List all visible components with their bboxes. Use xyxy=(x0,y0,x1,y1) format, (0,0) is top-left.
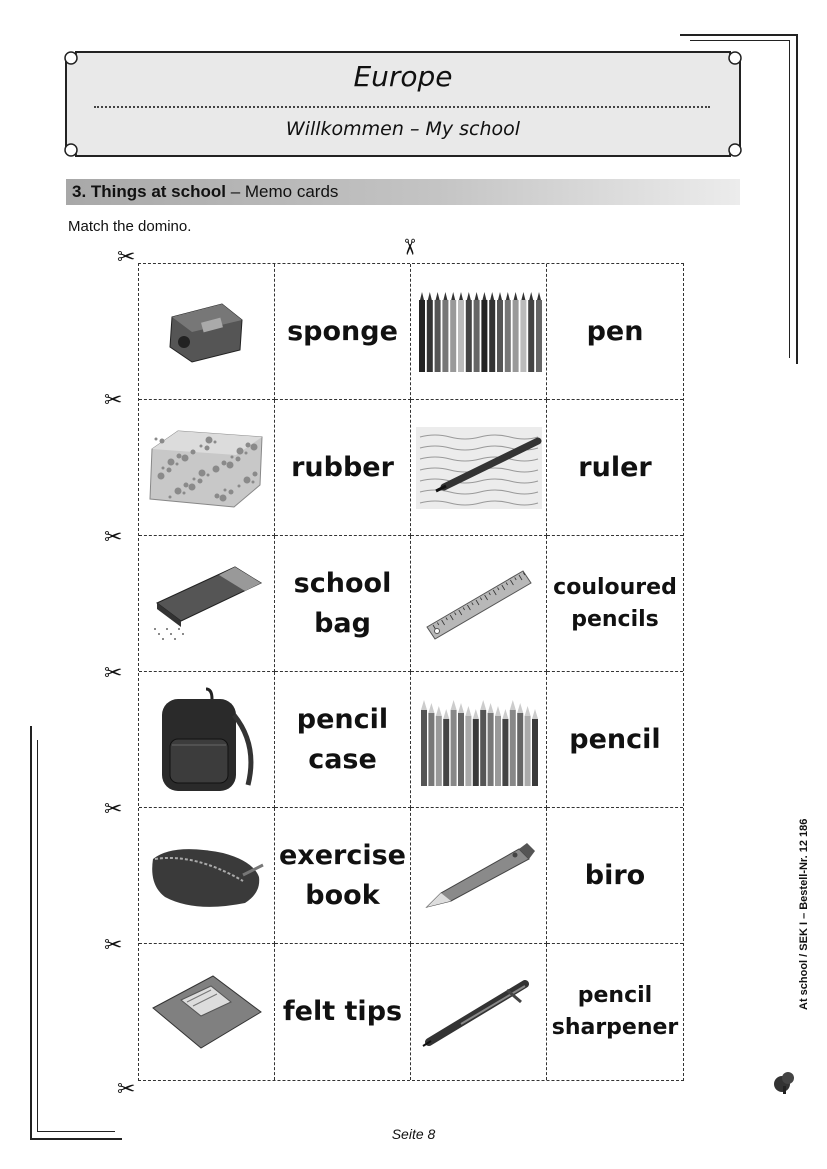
section-heading xyxy=(66,179,740,205)
page-title: Europe xyxy=(353,60,453,93)
dotted-divider xyxy=(94,106,710,108)
section-number-title: 3. Things at school xyxy=(72,182,226,201)
card-word: biro xyxy=(584,859,646,891)
rubber-image xyxy=(149,559,265,649)
pen-on-paper-image xyxy=(416,427,542,509)
page-number: Seite 8 xyxy=(391,1126,436,1142)
domino-card xyxy=(411,400,547,536)
scissors-icon: ✂ xyxy=(104,660,123,685)
scissors-icon: ✂ xyxy=(397,237,423,257)
domino-card xyxy=(275,264,411,400)
frame-line-left-outer xyxy=(30,726,32,1140)
scissors-icon: ✂ xyxy=(104,524,123,549)
domino-card xyxy=(139,808,275,944)
domino-card xyxy=(411,264,547,400)
domino-card xyxy=(547,944,683,1080)
scissors-icon: ✂ xyxy=(117,244,136,269)
card-word: school bag xyxy=(293,568,392,639)
scissors-icon: ✂ xyxy=(117,1076,136,1101)
scissors-icon: ✂ xyxy=(104,796,123,821)
page-subtitle: Willkommen – My school xyxy=(285,118,521,140)
school-bag-image xyxy=(154,685,260,795)
domino-card xyxy=(275,672,411,808)
domino-card xyxy=(139,264,275,400)
frame-line-right-inner xyxy=(789,40,790,358)
felt-tips-image xyxy=(415,292,543,372)
card-word: exercise book xyxy=(279,840,406,911)
domino-card xyxy=(547,536,683,672)
domino-card xyxy=(275,944,411,1080)
pencil-image xyxy=(423,839,535,913)
card-word: couloured pencils xyxy=(553,574,677,632)
domino-card xyxy=(547,672,683,808)
domino-card xyxy=(411,944,547,1080)
scissors-icon: ✂ xyxy=(104,387,123,412)
instruction-text: Match the domino. xyxy=(68,218,192,235)
domino-card xyxy=(275,808,411,944)
ruler-image xyxy=(423,561,535,647)
exercise-book-image xyxy=(149,972,265,1052)
domino-card xyxy=(139,400,275,536)
domino-card xyxy=(139,672,275,808)
domino-card xyxy=(547,808,683,944)
section-subtitle: – Memo cards xyxy=(225,182,339,201)
frame-line-top-right-inner xyxy=(690,40,790,41)
header-banner xyxy=(62,48,744,160)
card-word: pencil sharpener xyxy=(551,983,679,1040)
publisher-logo xyxy=(772,1060,800,1099)
domino-card xyxy=(275,400,411,536)
card-word: pencil xyxy=(569,723,661,755)
scissors-icon: ✂ xyxy=(104,932,123,957)
card-word: pencil case xyxy=(296,704,389,775)
card-word: sponge xyxy=(287,315,398,347)
domino-card xyxy=(411,808,547,944)
card-word: rubber xyxy=(291,451,394,483)
frame-line-top-right xyxy=(680,34,798,36)
domino-card xyxy=(275,536,411,672)
domino-card xyxy=(411,536,547,672)
domino-card xyxy=(547,264,683,400)
pencil-sharpener-image xyxy=(162,292,252,372)
sponge-image xyxy=(148,425,266,511)
domino-card xyxy=(139,536,275,672)
frame-line-right-outer xyxy=(796,34,798,364)
domino-grid xyxy=(138,263,684,1081)
domino-card xyxy=(139,944,275,1080)
coloured-pencils-image xyxy=(419,694,539,786)
card-word: ruler xyxy=(578,451,652,483)
pencil-case-image xyxy=(147,839,267,913)
domino-card xyxy=(547,400,683,536)
domino-card xyxy=(411,672,547,808)
card-word: felt tips xyxy=(282,996,403,1028)
card-word: pen xyxy=(586,315,644,347)
biro-image xyxy=(421,972,537,1052)
order-number-text: At school / SEK I – Bestell-Nr. 12 186 xyxy=(798,818,810,1010)
frame-line-left-inner xyxy=(37,740,38,1132)
